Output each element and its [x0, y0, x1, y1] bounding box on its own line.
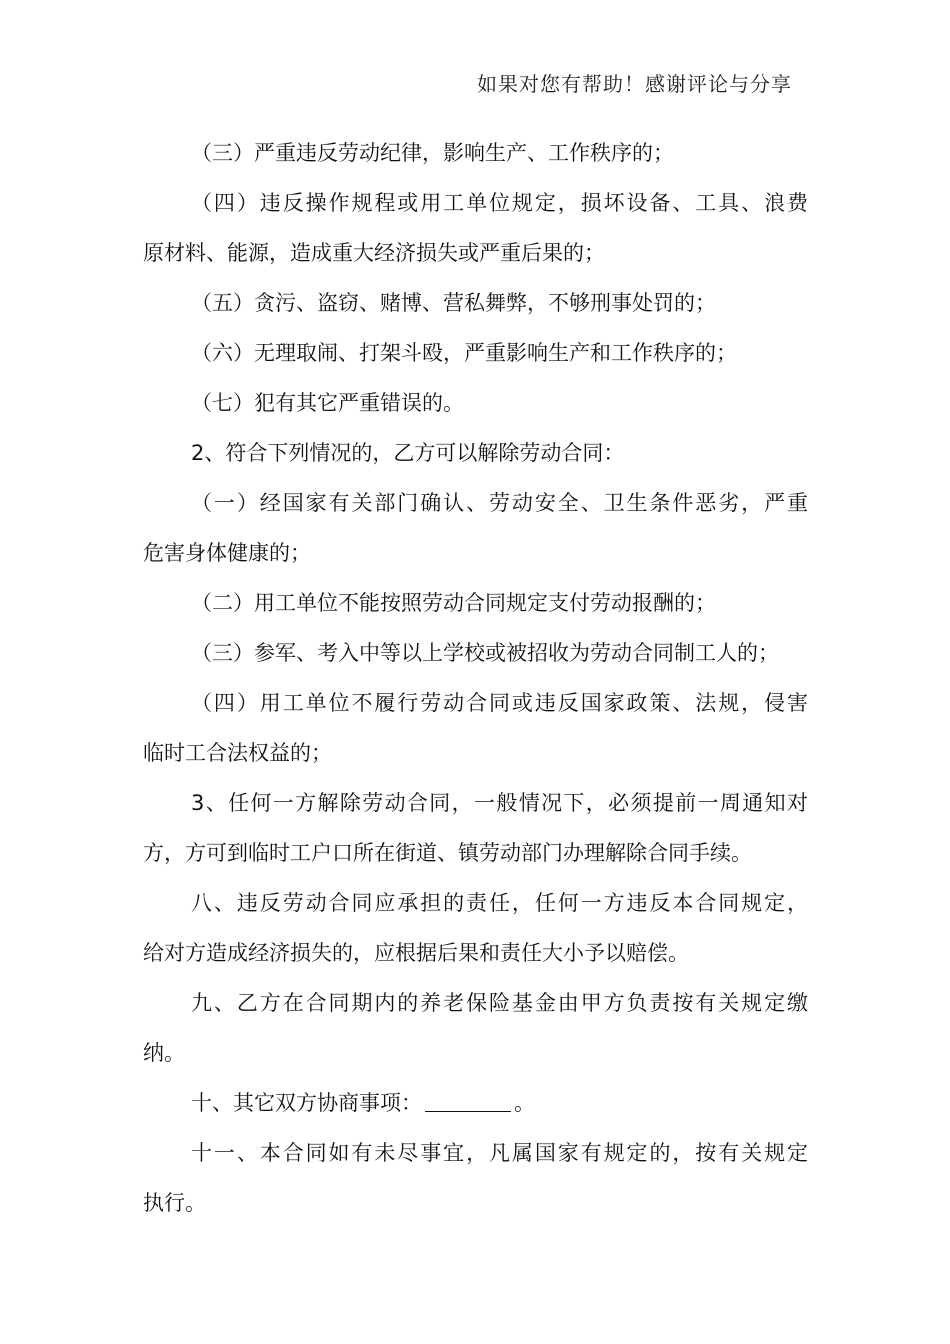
- paragraph-line: 临时工合法权益的；: [143, 741, 332, 765]
- header-note: 如果对您有帮助！感谢评论与分享: [477, 72, 792, 96]
- paragraph: [143, 478, 808, 578]
- paragraph-text: 十、其它双方协商事项：: [191, 1091, 422, 1115]
- paragraph-line: （三）严重违反劳动纪律，影响生产、工作秩序的；: [191, 141, 674, 165]
- paragraph: [143, 328, 808, 378]
- paragraph-line: 2、符合下列情况的，乙方可以解除劳动合同：: [191, 441, 625, 465]
- paragraph: [143, 628, 808, 678]
- paragraph: [143, 428, 808, 478]
- paragraph-line: （二）用工单位不能按照劳动合同规定支付劳动报酬的；: [191, 591, 716, 615]
- document-body: [143, 128, 808, 1228]
- paragraph-line: （四）用工单位不履行劳动合同或违反国家政策、法规，侵害: [191, 691, 808, 715]
- paragraph-line: 纳。: [143, 1041, 185, 1065]
- paragraph: [143, 778, 808, 878]
- paragraph-line: （六）无理取闹、打架斗殴，严重影响生产和工作秩序的；: [191, 341, 737, 365]
- paragraph-line: （一）经国家有关部门确认、劳动安全、卫生条件恶劣，严重: [191, 491, 808, 515]
- paragraph: [143, 1128, 808, 1228]
- paragraph-line: 九、乙方在合同期内的养老保险基金由甲方负责按有关规定缴: [191, 991, 808, 1015]
- paragraph-line: 执行。: [143, 1191, 206, 1215]
- paragraph-line: （四）违反操作规程或用工单位规定，损坏设备、工具、浪费: [191, 191, 808, 215]
- paragraph-line: 十一、本合同如有未尽事宜，凡属国家有规定的，按有关规定: [191, 1141, 808, 1165]
- paragraph-suffix: 。: [514, 1091, 535, 1115]
- paragraph: [143, 128, 808, 178]
- paragraph: [143, 178, 808, 278]
- paragraph: [143, 978, 808, 1078]
- paragraph-line: 八、违反劳动合同应承担的责任，任何一方违反本合同规定，: [191, 891, 808, 915]
- paragraph: [143, 1078, 808, 1128]
- paragraph-line: （三）参军、考入中等以上学校或被招收为劳动合同制工人的；: [191, 641, 779, 665]
- paragraph: [143, 378, 808, 428]
- paragraph: [143, 878, 808, 978]
- paragraph: [143, 578, 808, 628]
- paragraph: [143, 678, 808, 778]
- fill-in-blank: [425, 1089, 511, 1112]
- paragraph-line-with-blank: [143, 1078, 808, 1128]
- paragraph: [143, 278, 808, 328]
- paragraph-line: 原材料、能源，造成重大经济损失或严重后果的；: [143, 241, 605, 265]
- paragraph-line: （七）犯有其它严重错误的。: [191, 391, 464, 415]
- paragraph-line: 3、任何一方解除劳动合同，一般情况下，必须提前一周通知对: [191, 791, 808, 815]
- paragraph-line: 危害身体健康的；: [143, 541, 311, 565]
- paragraph-line: 给对方造成经济损失的，应根据后果和责任大小予以赔偿。: [143, 941, 689, 965]
- paragraph-line: 方，方可到临时工户口所在街道、镇劳动部门办理解除合同手续。: [143, 841, 752, 865]
- paragraph-line: （五）贪污、盗窃、赌博、营私舞弊，不够刑事处罚的；: [191, 291, 716, 315]
